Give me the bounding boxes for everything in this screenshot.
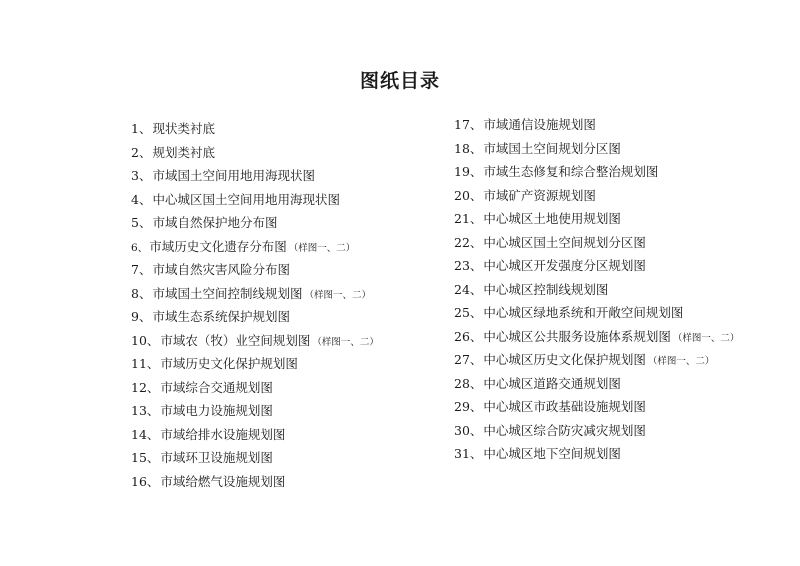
drawing-list-left: [131, 117, 379, 493]
list-item: [131, 446, 379, 470]
item-label: 中心城区地下空间规划图: [483, 446, 621, 461]
item-number: 2、: [131, 144, 152, 160]
item-label: 中心城区市政基础设施规划图: [483, 399, 646, 414]
item-label: 规划类衬底: [152, 144, 215, 160]
item-number: 28、: [454, 375, 483, 391]
list-item: [131, 141, 379, 165]
item-number: 25、: [454, 305, 483, 320]
item-label: 市域给排水设施规划图: [160, 426, 286, 442]
item-number: 4、: [131, 191, 152, 207]
item-note: （样图一、二）: [672, 332, 740, 344]
list-item: [454, 231, 739, 255]
item-number: 6、: [131, 241, 149, 254]
item-label: 市域历史文化保护规划图: [160, 356, 298, 371]
item-label: 市域给燃气设施规划图: [160, 473, 286, 489]
item-label: 市域矿产资源规划图: [483, 187, 596, 203]
list-item: [454, 395, 739, 419]
item-number: 21、: [454, 211, 483, 226]
item-number: 19、: [454, 164, 483, 179]
item-number: 7、: [131, 262, 152, 277]
page-title: 图纸目录: [359, 70, 440, 92]
item-label: 中心城区国土空间规划分区图: [483, 234, 646, 250]
list-item: [131, 305, 379, 329]
item-label: 中心城区绿地系统和开敞空间规划图: [483, 305, 684, 320]
item-label: 市域农（牧）业空间规划图: [160, 332, 311, 348]
item-label: 市域环卫设施规划图: [160, 450, 273, 465]
list-item: [131, 423, 379, 447]
item-number: 31、: [454, 446, 483, 461]
item-number: 3、: [131, 168, 152, 183]
item-number: 14、: [131, 426, 160, 442]
item-number: 16、: [131, 473, 160, 489]
item-number: 24、: [454, 281, 483, 297]
list-item: [454, 325, 739, 349]
item-number: 15、: [131, 450, 160, 465]
item-note: （样图一、二）: [304, 289, 371, 301]
item-label: 中心城区土地使用规划图: [483, 211, 621, 226]
item-number: 27、: [454, 352, 483, 367]
list-item: [454, 372, 739, 396]
list-item: [131, 399, 379, 423]
item-note: （样图一、二）: [312, 336, 379, 348]
item-label: 中心城区历史文化保护规划图: [483, 352, 646, 367]
list-item: [454, 419, 739, 443]
item-label: 现状类衬底: [152, 121, 215, 136]
item-number: 22、: [454, 234, 483, 250]
item-label: 市域自然保护地分布图: [152, 215, 278, 230]
item-label: 中心城区公共服务设施体系规划图: [483, 328, 671, 344]
item-label: 中心城区综合防灾减灾规划图: [483, 422, 646, 438]
item-note: （样图一、二）: [647, 356, 715, 367]
list-item: [454, 207, 739, 231]
list-item: [131, 258, 379, 282]
item-label: 市域生态修复和综合整治规划图: [483, 164, 659, 179]
list-item: [454, 348, 739, 372]
list-item: [131, 282, 379, 306]
list-item: [454, 301, 739, 325]
list-item: [131, 211, 379, 235]
item-label: 市域生态系统保护规划图: [152, 309, 290, 324]
item-label: 市域通信设施规划图: [483, 117, 596, 132]
list-item: [454, 160, 739, 184]
item-label: 市域国土空间规划分区图: [483, 140, 621, 156]
item-note: （样图一、二）: [288, 242, 356, 254]
item-number: 12、: [131, 379, 160, 395]
list-item: [454, 254, 739, 278]
item-label: 市域电力设施规划图: [160, 403, 273, 418]
item-number: 10、: [131, 332, 160, 348]
item-number: 11、: [131, 356, 160, 371]
item-label: 市域自然灾害风险分布图: [152, 262, 290, 277]
item-label: 中心城区控制线规划图: [483, 281, 609, 297]
item-number: 26、: [454, 328, 483, 344]
list-item: [131, 329, 379, 353]
item-label: 中心城区国土空间用地用海现状图: [152, 191, 340, 207]
list-item: [131, 352, 379, 376]
item-number: 23、: [454, 258, 483, 273]
list-item: [131, 117, 379, 141]
list-item: [454, 113, 739, 137]
item-number: 17、: [454, 117, 483, 132]
item-number: 20、: [454, 187, 483, 203]
item-label: 市域综合交通规划图: [160, 379, 273, 395]
item-number: 18、: [454, 140, 483, 156]
list-item: [454, 278, 739, 302]
item-number: 8、: [131, 285, 152, 301]
item-number: 29、: [454, 399, 483, 414]
item-label: 中心城区道路交通规划图: [483, 375, 621, 391]
item-number: 9、: [131, 309, 152, 324]
item-number: 5、: [131, 215, 152, 230]
list-item: [131, 188, 379, 212]
item-label: 市域国土空间控制线规划图: [152, 285, 303, 301]
list-item: [454, 442, 739, 466]
item-label: 中心城区开发强度分区规划图: [483, 258, 646, 273]
list-item: [131, 470, 379, 494]
list-item: [131, 376, 379, 400]
item-number: 30、: [454, 422, 483, 438]
list-item: [131, 164, 379, 188]
item-label: 市域历史文化遗存分布图: [149, 238, 287, 254]
item-number: 13、: [131, 403, 160, 418]
drawing-list-right: [454, 113, 739, 466]
item-label: 市域国土空间用地用海现状图: [152, 168, 315, 183]
list-item: [454, 184, 739, 208]
list-item: [131, 235, 379, 259]
list-item: [454, 137, 739, 161]
item-number: 1、: [131, 121, 152, 136]
